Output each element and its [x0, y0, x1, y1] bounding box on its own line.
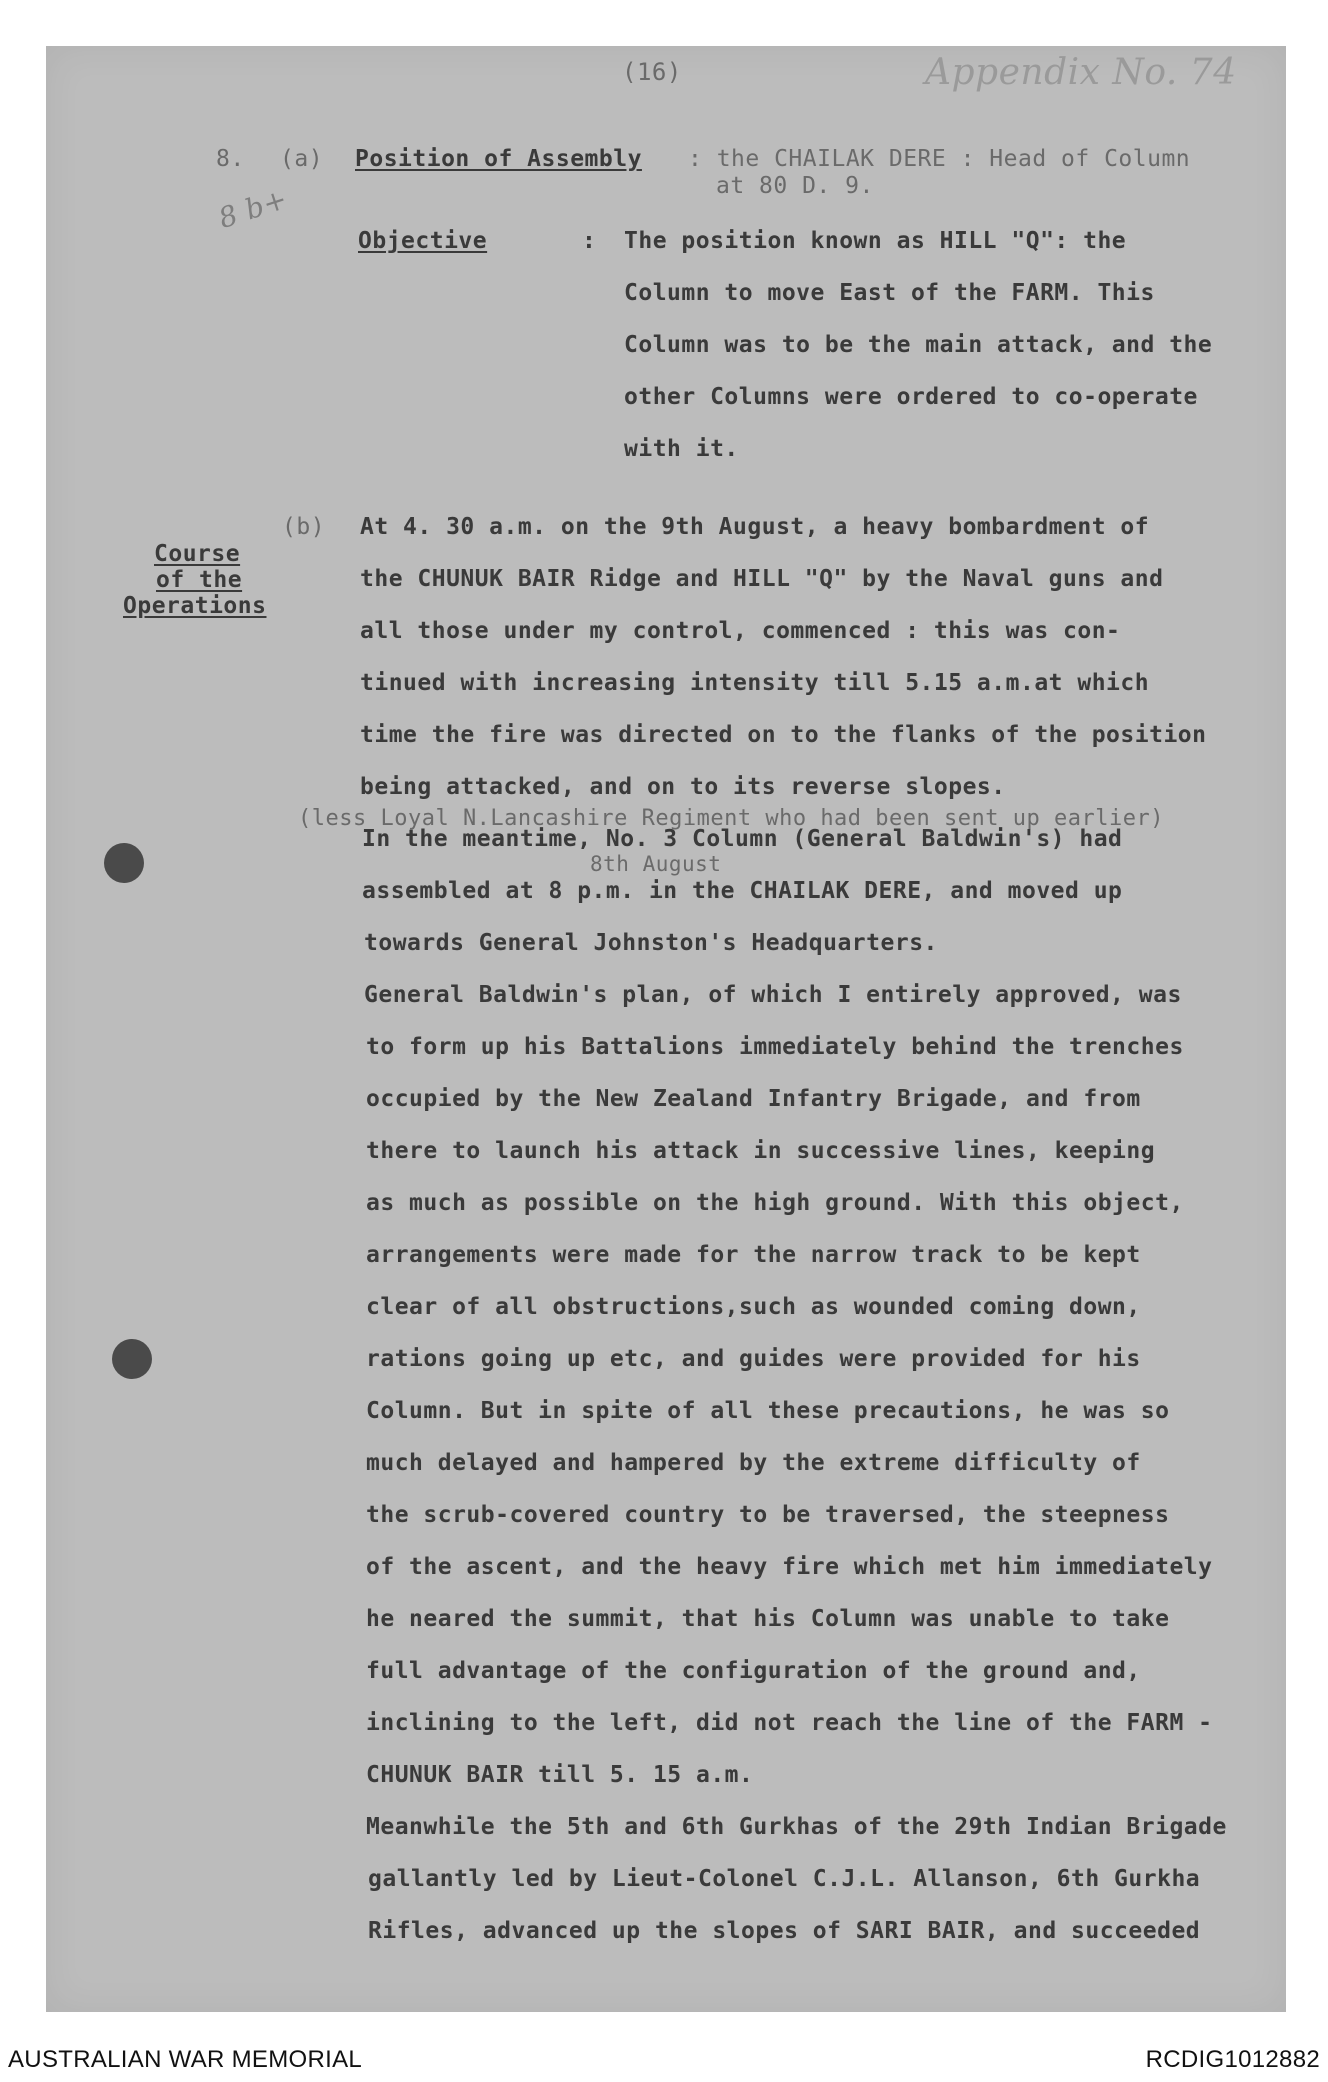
insertion-date: 8th August	[590, 852, 722, 876]
para2-line: In the meantime, No. 3 Column (General Baldwin's) had	[362, 826, 1123, 852]
para1-line: being attacked, and on to its reverse slopes.	[360, 774, 1006, 800]
side-heading-line: Course	[154, 541, 241, 567]
para3-line: full advantage of the configuration of the ground and,	[366, 1658, 1141, 1684]
footer-right: RCDIG1012882	[1145, 2046, 1320, 2073]
insertion-note: (less Loyal N.Lancashire Regiment who had been sent up earlier)	[298, 806, 1164, 831]
para3-line: Column. But in spite of all these precautions, he was so	[366, 1398, 1170, 1424]
page-number: (16)	[622, 58, 682, 86]
punch-hole	[112, 1339, 152, 1379]
para2-line: towards General Johnston's Headquarters.	[364, 930, 938, 956]
objective-line: Column was to be the main attack, and the	[624, 332, 1213, 358]
para3-line: the scrub-covered country to be traversed, the steepness	[366, 1502, 1170, 1528]
section-b-label: (b)	[282, 514, 326, 540]
para3-line: much delayed and hampered by the extreme difficulty of	[366, 1450, 1141, 1476]
margin-note: 8 b+	[214, 181, 292, 236]
para3-line: of the ascent, and the heavy fire which met him immediately	[366, 1554, 1213, 1580]
para1-line: the CHUNUK BAIR Ridge and HILL "Q" by the Naval guns and	[360, 566, 1164, 592]
para3-line: arrangements were made for the narrow track to be kept	[366, 1242, 1141, 1268]
objective-line: The position known as HILL "Q": the	[624, 228, 1127, 254]
position-line-2: at 80 D. 9.	[716, 173, 874, 199]
para4-line: Rifles, advanced up the slopes of SARI BAIR, and succeeded	[368, 1918, 1201, 1944]
para3-line: occupied by the New Zealand Infantry Brigade, and from	[366, 1086, 1141, 1112]
side-heading-line: Operations	[123, 593, 267, 619]
para3-line: as much as possible on the high ground. With this object,	[366, 1190, 1184, 1216]
position-line-1: : the CHAILAK DERE : Head of Column	[688, 146, 1191, 172]
para3-line: clear of all obstructions,such as wounded coming down,	[366, 1294, 1141, 1320]
para1-line: time the fire was directed on to the flanks of the position	[360, 722, 1207, 748]
side-heading-line: of the	[156, 567, 243, 593]
para3-line: General Baldwin's plan, of which I entirely approved, was	[364, 982, 1182, 1008]
appendix-note: Appendix No. 74	[925, 52, 1237, 93]
section-number: 8.	[216, 146, 245, 172]
objective-colon: :	[582, 228, 597, 254]
para4-line: gallantly led by Lieut-Colonel C.J.L. Allanson, 6th Gurkha	[368, 1866, 1201, 1892]
para1-line: tinued with increasing intensity till 5.15 a.m.at which	[360, 670, 1150, 696]
para3-line: inclining to the left, did not reach the line of the FARM -	[366, 1710, 1213, 1736]
para3-line: there to launch his attack in successive lines, keeping	[366, 1138, 1156, 1164]
objective-heading: Objective	[358, 228, 488, 254]
footer-left: AUSTRALIAN WAR MEMORIAL	[8, 2046, 363, 2073]
para4-line: Meanwhile the 5th and 6th Gurkhas of the 29th Indian Brigade	[366, 1814, 1227, 1840]
position-heading: Position of Assembly	[355, 146, 642, 172]
para3-line: rations going up etc, and guides were provided for his	[366, 1346, 1141, 1372]
para3-line: CHUNUK BAIR till 5. 15 a.m.	[366, 1762, 754, 1788]
section-a-label: (a)	[280, 146, 324, 172]
para3-line: he neared the summit, that his Column was unable to take	[366, 1606, 1170, 1632]
para3-line: to form up his Battalions immediately behind the trenches	[366, 1034, 1184, 1060]
objective-line: other Columns were ordered to co-operate	[624, 384, 1198, 410]
punch-hole	[104, 843, 144, 883]
para1-line: At 4. 30 a.m. on the 9th August, a heavy bombardment of	[360, 514, 1150, 540]
para1-line: all those under my control, commenced : this was con-	[360, 618, 1121, 644]
objective-line: Column to move East of the FARM. This	[624, 280, 1155, 306]
para2-line: assembled at 8 p.m. in the CHAILAK DERE, and moved up	[362, 878, 1123, 904]
objective-line: with it.	[624, 436, 739, 462]
